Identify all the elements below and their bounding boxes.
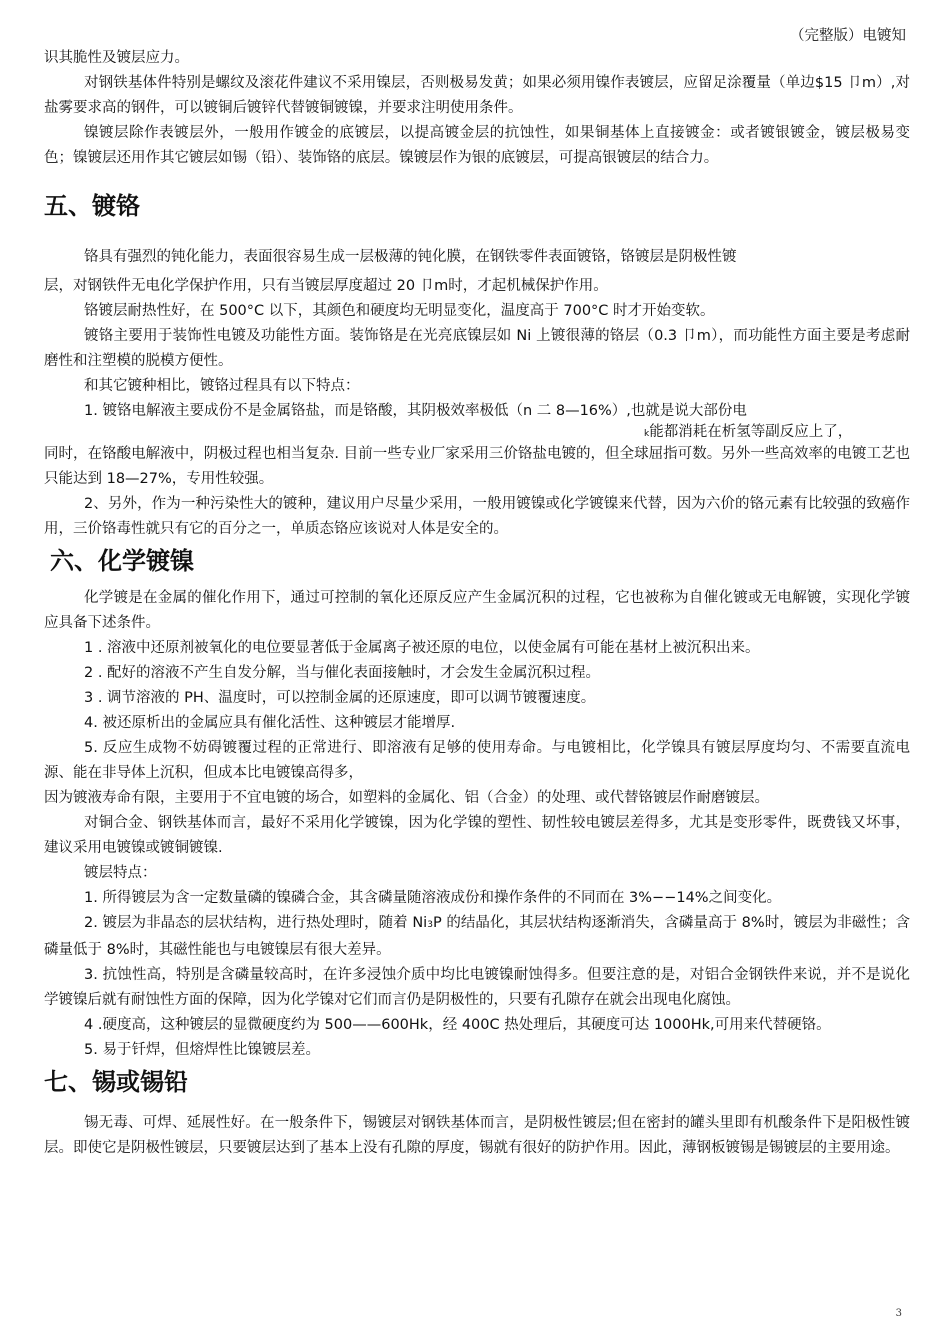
paragraph: 层，对钢铁件无电化学保护作用，只有当镀层厚度超过 20 卩m时，才起机械保护作用。 bbox=[44, 278, 608, 294]
section-heading-tin-lead: 七、锡或锡铅 bbox=[44, 1068, 188, 1096]
list-item: 1 . 溶液中还原剂被氧化的电位要显著低于金属离子被还原的电位，以使金属有可能在基材上被沉积出来。 bbox=[84, 640, 760, 656]
list-item: 2. 镀层为非晶态的层状结构，进行热处理时，随着 Ni3P 的结晶化，其层状结构逐渐消失，含磷量高于 8%时，镀层为非磁性；含磷量低于 8%时，其磁性能也与电镀镍层有很大差异。 bbox=[44, 915, 910, 958]
paragraph: 铬镀层耐热性好，在 500°C 以下，其颜色和硬度均无明显变化，温度高于 700°C 时才开始变软。 bbox=[84, 303, 715, 319]
list-item: 1. 所得镀层为含一定数量磷的镍磷合金，其含磷量随溶液成份和操作条件的不同而在 3%−−14%之间变化。 bbox=[84, 890, 782, 906]
paragraph: 镀铬主要用于装饰性电镀及功能性方面。装饰铬是在光亮底镍层如 Ni 上镀很薄的铬层（0.3 卩m），而功能性方面主要是考虑耐磨性和注塑模的脱模方便性。 bbox=[44, 328, 910, 369]
document-body bbox=[44, 46, 910, 1161]
paragraph: 锡无毒、可焊、延展性好。在一般条件下，锡镀层对钢铁基体而言，是阴极性镀层;但在密封的罐头里即有机酸条件下是阳极性镀层。即使它是阴极性镀层，只要镀层达到了基本上没有孔隙的厚度，锡就有很好的防护作用。因此，薄钢板镀锡是锡镀层的主要用途。 bbox=[44, 1115, 910, 1156]
footnote-mark: k bbox=[644, 429, 650, 439]
list-item: 3 . 调节溶液的 PH、温度时，可以控制金属的还原速度，即可以调节镀覆速度。 bbox=[84, 690, 596, 706]
list-item: 2、另外，作为一种污染性大的镀种，建议用户尽量少采用，一般用镀镍或化学镀镍来代替，因为六价的铬元素有比较强的致癌作用，三价铬毒性就只有它的百分之一，单质态铬应该说对人体是安全的。 bbox=[44, 496, 910, 537]
paragraph: 对钢铁基体件特别是螺纹及滚花件建议不采用镍层，否则极易发黄；如果必须用镍作表镀层，应留足涂覆量（单边$15 卩m）,对盐雾要求高的钢件，可以镀铜后镀锌代替镀铜镀镍，并要求注明使用条件。 bbox=[44, 75, 910, 116]
paragraph: 化学镀是在金属的催化作用下，通过可控制的氧化还原反应产生金属沉积的过程，它也被称为自催化镀或无电解镀，实现化学镀应具备下述条件。 bbox=[44, 590, 910, 631]
page-header-title: （完整版）电镀知 bbox=[790, 28, 906, 44]
paragraph: 和其它镀种相比，镀铬过程具有以下特点： bbox=[84, 378, 360, 394]
paragraph: 识其脆性及镀层应力。 bbox=[44, 50, 189, 66]
list-item: 1. 镀铬电解液主要成份不是金属铬盐，而是铬酸，其阴极效率极低（n 二 8—16%）,也就是说大部份电 bbox=[84, 403, 747, 419]
list-item: 3. 抗蚀性高，特别是含磷量较高时，在许多浸蚀介质中均比电镀镍耐蚀得多。但要注意的是，对铝合金钢铁件来说，并不是说化学镀镍后就有耐蚀性方面的保障，因为化学镍对它们而言仍是阴极性的，只要有孔隙存在就会出现电化腐蚀。 bbox=[44, 967, 910, 1008]
list-item: 5. 反应生成物不妨碍镀覆过程的正常进行、即溶液有足够的使用寿命。与电镀相比，化学镍具有镀层厚度均匀、不需要直流电源、能在非导体上沉积，但成本比电镀镍高得多， bbox=[44, 740, 910, 781]
list-item-continuation: 因为镀液寿命有限，主要用于不宜电镀的场合，如塑料的金属化、铝（合金）的处理、或代替铬镀层作耐磨镀层。 bbox=[44, 790, 769, 806]
list-item: 5. 易于钎焊，但熔焊性比镍镀层差。 bbox=[84, 1042, 320, 1058]
list-item: 4 .硬度高，这种镀层的显微硬度约为 500——600Hk，经 400C 热处理后，其硬度可达 1000Hk,可用来代替硬铬。 bbox=[84, 1017, 831, 1033]
paragraph: 铬具有强烈的钝化能力，表面很容易生成一层极薄的钝化膜，在钢铁零件表面镀铬，铬镀层是阴极性镀 bbox=[84, 249, 737, 265]
list-item-continuation: 同时，在铬酸电解液中，阴极过程也相当复杂. 目前一些专业厂家采用三价铬盐电镀的，但全球屈指可数。另外一些高效率的电镀工艺也只能达到 18—27%，专用性较强。 bbox=[44, 446, 910, 487]
list-item: 4. 被还原析出的金属应具有催化活性、这种镀层才能增厚. bbox=[84, 715, 456, 731]
list-item: 2 . 配好的溶液不产生自发分解，当与催化表面接触时，才会发生金属沉积过程。 bbox=[84, 665, 601, 681]
section-heading-chromium: 五、镀铬 bbox=[44, 192, 140, 220]
paragraph: 对铜合金、钢铁基体而言，最好不采用化学镀镍，因为化学镍的塑性、韧性较电镀层差得多，尤其是变形零件，既费钱又坏事，建议采用电镀镍或镀铜镀镍. bbox=[44, 815, 910, 856]
paragraph: 镀层特点： bbox=[84, 865, 157, 881]
page-number: 3 bbox=[895, 1308, 902, 1319]
section-heading-electroless-nickel: 六、化学镀镍 bbox=[50, 547, 194, 575]
paragraph: 镍镀层除作表镀层外，一般用作镀金的底镀层，以提高镀金层的抗蚀性，如果铜基体上直接镀金：或者镀银镀金，镀层极易变色；镍镀层还用作其它镀层如锡（铅）、装饰铬的底层。镍镀层作为银的底镀层，可提高银镀层的结合力。 bbox=[44, 125, 910, 166]
list-item-continuation: k能都消耗在析氢等副反应上了， bbox=[644, 424, 853, 440]
